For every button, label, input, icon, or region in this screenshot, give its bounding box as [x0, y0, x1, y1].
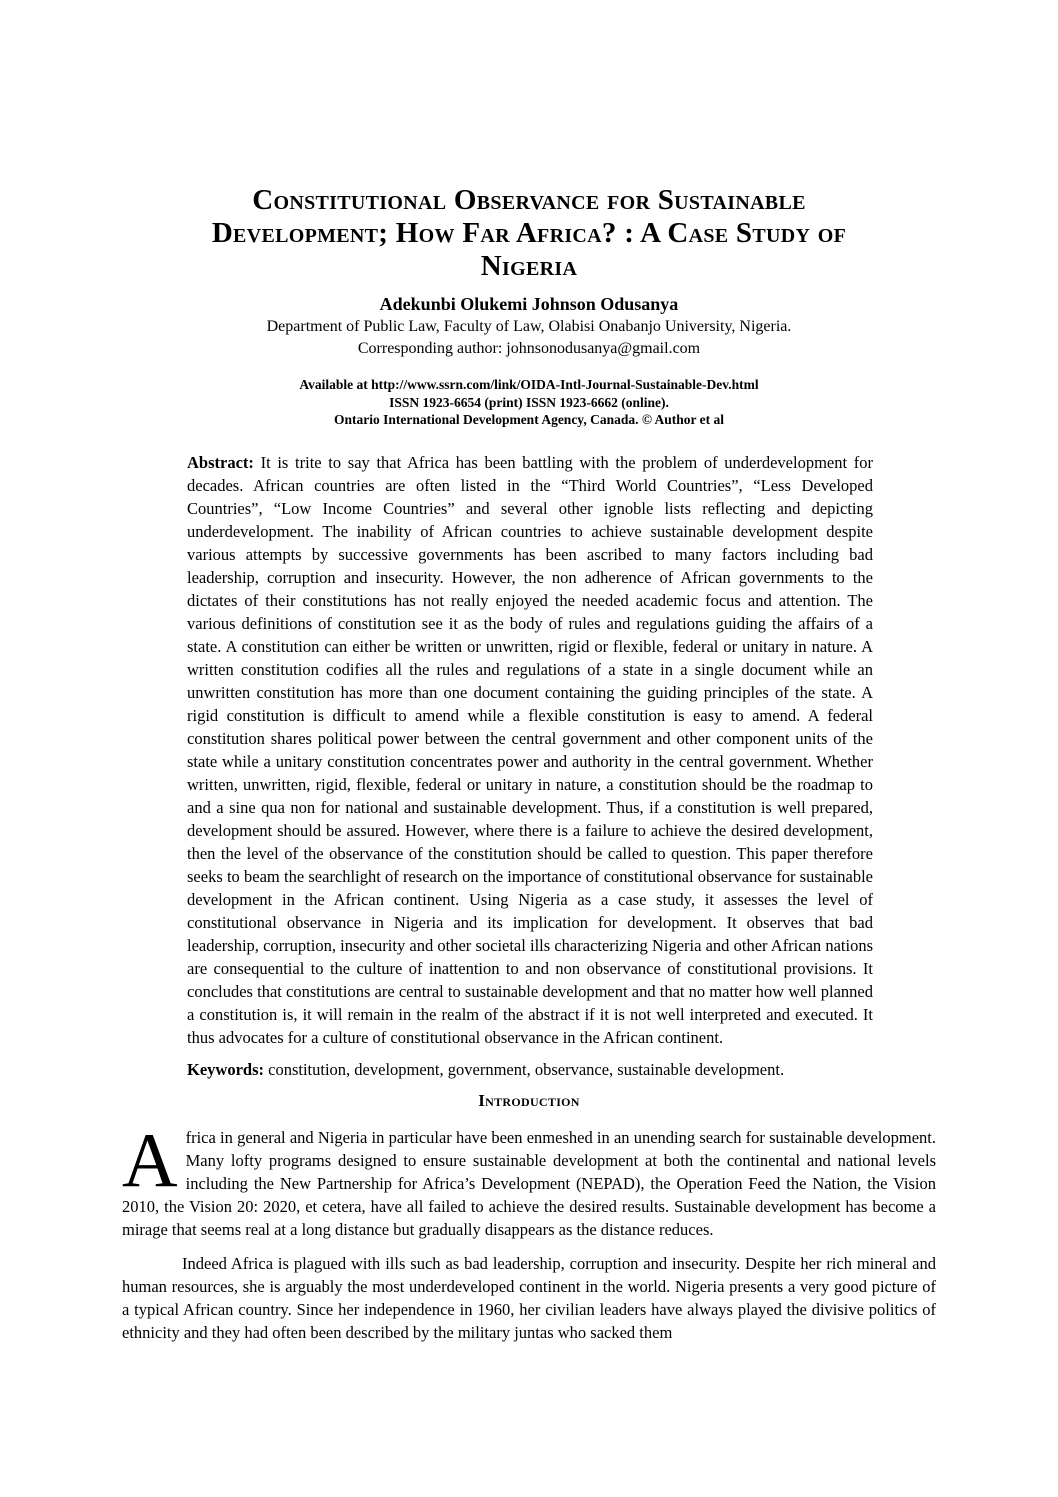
author-name: Adekunbi Olukemi Johnson Odusanya	[379, 294, 679, 314]
intro-paragraph-2	[122, 1252, 936, 1345]
abstract-text: It is trite to say that Africa has been battling with the problem of underdevelopment for decades. African countries are often listed in the “Third World Countries”, “Less Developed Countries”, “Low Income Countries” and several other ignoble lists reflecting and depicting underdevelopment. The inability of African countries to achieve sustainable development despite various attempts by successive governments has been ascribed to many factors including bad leadership, corruption and insecurity. However, the non adherence of African governments to the dictates of their constitutions has not really enjoyed the needed academic focus and attention. The various definitions of constitution see it as the body of rules and regulations guiding the affairs of a state. A constitution can either be written or unwritten, rigid or flexible, federal or unitary in nature. A written constitution codifies all the rules and regulations of a state in a single document while an unwritten constitution has more than one document containing the guiding principles of the state. A rigid constitution is difficult to amend while a flexible constitution is easy to amend. A federal constitution shares political power between the central government and other component units of the state while a unitary constitution concentrates power and authority in the central government. Whether written, unwritten, rigid, flexible, federal or unitary in nature, a constitution should be the roadmap to and a sine qua non for national and sustainable development. Thus, if a constitution is well prepared, development should be assured. However, where there is a failure to achieve the desired development, then the level of the observance of the constitution should be called to question. This paper therefore seeks to beam the searchlight of research on the importance of constitutional observance for sustainable development in the African continent. Using Nigeria as a case study, it assesses the level of constitutional observance in Nigeria and its implication for development. It observes that bad leadership, corruption, insecurity and other societal ills characterizing Nigeria and other African nations are consequential to the culture of inattention to and non observance of constitutional provisions. It concludes that constitutions are central to sustainable development and that no matter how well planned a constitution is, it will remain in the realm of the abstract if it is not well interpreted and executed. It thus advocates for a culture of constitutional observance in the African continent.	[187, 452, 874, 1047]
paper-title	[110, 0, 948, 283]
publisher-line: Ontario International Development Agency, Canada. © Author et al	[333, 412, 725, 427]
paper-title-line-3: Nigeria	[480, 250, 578, 282]
paper-title-line-2: Development; How Far Africa? : A Case Study of	[211, 217, 847, 249]
paper-title-line-1: Constitutional Observance for Sustainable	[252, 184, 806, 216]
intro-paragraph-2-text: Indeed Africa is plagued with ills such as bad leadership, corruption and insecurity. Despite her rich mineral and human resources, she is arguably the most underdeveloped continent in the world. Nigeria presents a very good picture of a typical African country. Since her independence in 1960, her civilian leaders have always played the divisive politics of ethnicity and they had often been described by the military juntas who sacked them	[122, 1253, 936, 1343]
abstract-section	[187, 451, 873, 1049]
keywords-section	[187, 1058, 873, 1081]
keywords-text: constitution, development, government, observance, sustainable development.	[268, 1059, 785, 1079]
abstract-label: Abstract:	[187, 452, 254, 472]
intro-paragraph-1	[122, 1116, 936, 1242]
affiliation: Department of Public Law, Faculty of Law, Olabisi Onabanjo University, Nigeria.	[266, 318, 792, 335]
drop-cap: A	[122, 1116, 178, 1203]
byline	[0, 292, 1058, 360]
availability-block	[0, 376, 1058, 429]
keywords-label: Keywords:	[187, 1059, 264, 1079]
availability-url: Available at http://www.ssrn.com/link/OIDA-Intl-Journal-Sustainable-Dev.html	[299, 377, 759, 392]
introduction-heading: Introduction	[478, 1090, 580, 1110]
intro-paragraph-1-text: frica in general and Nigeria in particular have been enmeshed in an unending search for sustainable development. Many lofty programs designed to ensure sustainable development at both the continental and national levels including the New Partnership for Africa’s Development (NEPAD), the Operation Feed the Nation, the Vision 2010, the Vision 20: 2020, et cetera, have all failed to achieve the desired results. Sustainable development has become a mirage that seems real at a long distance but gradually disappears as the distance reduces.	[122, 1127, 936, 1240]
issn-line: ISSN 1923-6654 (print) ISSN 1923-6662 (online).	[389, 394, 669, 410]
corresponding-author: Corresponding author: johnsonodusanya@gmail.com	[357, 340, 701, 357]
